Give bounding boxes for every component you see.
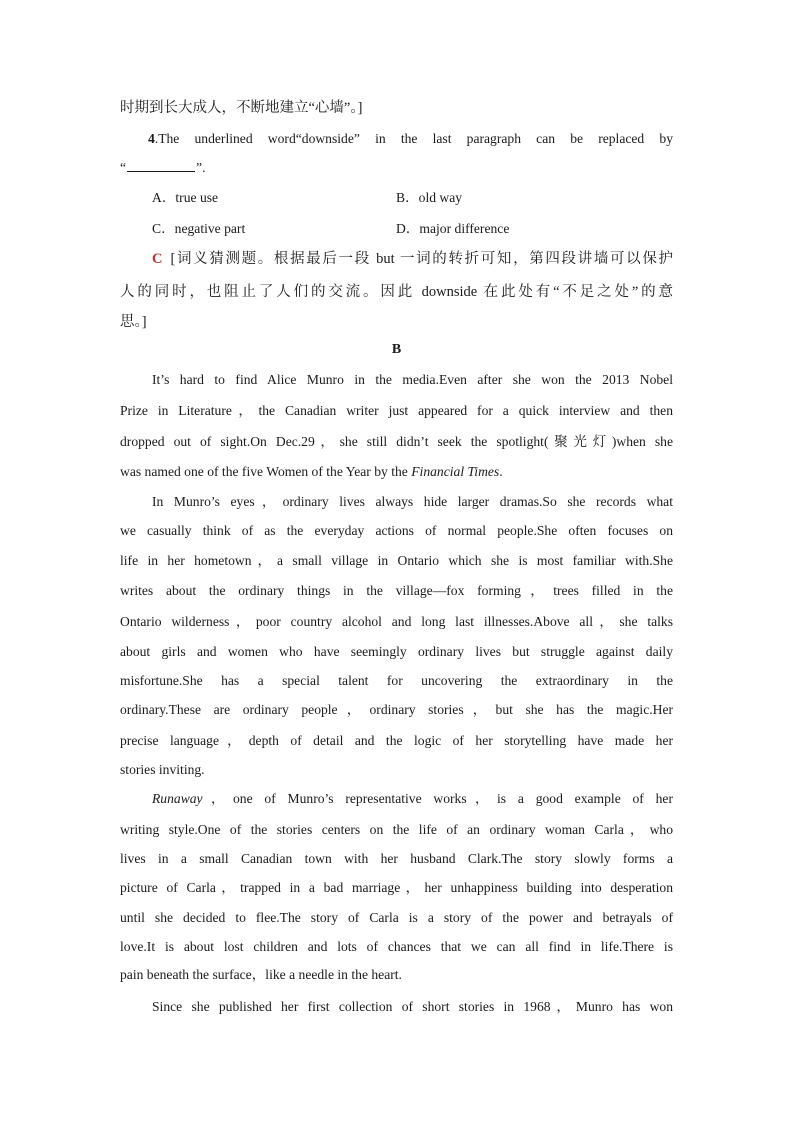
answer-letter: C	[152, 251, 163, 267]
question-4-number: 4	[148, 131, 155, 146]
question-4-stem-text: .The underlined word“downside” in the last paragraph can be replaced by	[154, 131, 673, 146]
option-b: B．old way	[396, 190, 463, 205]
passage-line: Prize in Literature，the Canadian writer just appeared for a quick interview and then	[120, 403, 673, 418]
q4-analysis-line-1: C [词义猜测题。根据最后一段 but 一词的转折可知，第四段讲墙可以保护	[152, 251, 673, 267]
passage-line: was named one of the five Women of the Year by the Financial Times.	[120, 464, 503, 479]
passage-line: we casually think of as the everyday actions of normal people.She often focuses on	[120, 523, 673, 538]
option-c: C．negative part	[152, 221, 246, 236]
passage-line: about girls and women who have seemingly ordinary lives but struggle against daily	[120, 644, 673, 659]
passage-line: picture of Carla，trapped in a bad marriage，her unhappiness building into desperation	[120, 880, 673, 895]
source-title: Financial Times	[411, 464, 500, 479]
passage-line: writes about the ordinary things in the village—fox forming，trees filled in the	[120, 583, 673, 598]
passage-line: It’s hard to find Alice Munro in the media.Even after she won the 2013 Nobel	[152, 372, 673, 387]
q4-analysis-line-2: 人的同时，也阻止了人们的交流。因此 downside 在此处有“不足之处”的意	[120, 284, 673, 300]
passage-line: misfortune.She has a special talent for uncovering the extraordinary in the	[120, 673, 673, 688]
passage-line: dropped out of sight.On Dec.29，she still didn’t seek the spotlight(聚光灯)when she	[120, 434, 673, 449]
passage-line: lives in a small Canadian town with her husband Clark.The story slowly forms a	[120, 851, 673, 866]
passage-line: Ontario wilderness，poor country alcohol and long last illnesses.Above all，she talks	[120, 614, 673, 629]
option-a: A．true use	[152, 190, 219, 205]
section-title: B	[391, 342, 402, 357]
passage-line: stories inviting.	[120, 762, 205, 777]
passage-line: Since she published her first collection of short stories in 1968，Munro has won	[152, 999, 673, 1014]
passage-line: ordinary.These are ordinary people，ordinary stories，but she has the magic.Her	[120, 702, 673, 717]
answer-blank	[127, 159, 195, 172]
work-title: Runaway	[152, 791, 203, 806]
passage-line: precise language，depth of detail and the logic of her storytelling have made her	[120, 733, 673, 748]
passage-line: Runaway，one of Munro’s representative works，is a good example of her	[152, 791, 673, 806]
question-4-blank-line: “ ”.	[120, 160, 206, 175]
passage-line: life in her hometown，a small village in Ontario which she is most familiar with.She	[120, 553, 673, 568]
question-4-stem	[148, 130, 673, 148]
option-d: D．major difference	[396, 221, 510, 236]
passage-line: until she decided to flee.The story of Carla is a story of the power and betrayals of	[120, 910, 673, 925]
passage-line: pain beneath the surface，like a needle in the heart.	[120, 967, 402, 982]
q3-analysis-end: 时期到长大成人，不断地建立“心墙”。]	[120, 100, 363, 116]
passage-line: love.It is about lost children and lots of chances that we can all find in life.There is	[120, 939, 673, 954]
q4-analysis-line-3: 思。]	[120, 314, 147, 330]
passage-line: In Munro’s eyes，ordinary lives always hide larger dramas.So she records what	[152, 494, 673, 509]
passage-line: writing style.One of the stories centers on the life of an ordinary woman Carla，who	[120, 822, 673, 837]
